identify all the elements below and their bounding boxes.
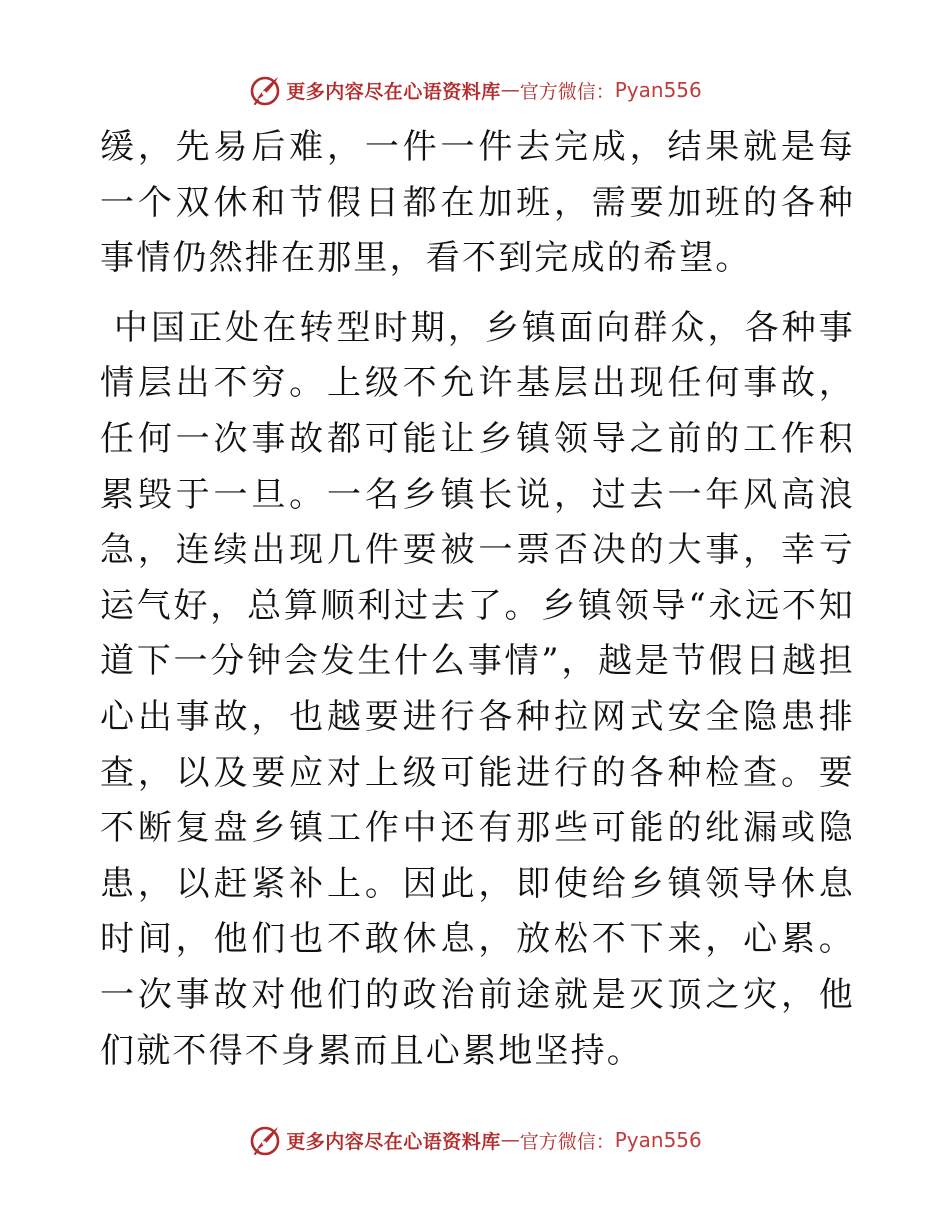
paragraph-1: 缓，先易后难，一件一件去完成，结果就是每一个双休和节假日都在加班，需要加班的各种事情仍然排在那里，看不到完成的希望。 [100, 127, 855, 279]
paragraph-2: 中国正处在转型时期，乡镇面向群众，各种事情层出不穷。上级不允许基层出现任何事故，任何一次事故都可能让乡镇领导之前的工作积累毁于一旦。一名乡镇长说，过去一年风高浪急，连续出现几件要被一票否决的大事，幸亏运气好，总算顺利过去了。乡镇领导“永远不知道下一分钟会发生什么事情”，越是节假日越担心出事故，也越要进行各种拉网式安全隐患排查，以及要应对上级可能进行的各种检查。要不断复盘乡镇工作中还有那些可能的纰漏或隐患，以赶紧补上。因此，即使给乡镇领导休息时间，他们也不敢休息，放松不下来，心累。一次事故对他们的政治前途就是灭顶之灾，他们就不得不身累而且心累地坚持。 [100, 307, 856, 1071]
footer-banner [0, 1122, 950, 1158]
banner-dash: — [500, 79, 520, 101]
banner-dash: — [500, 1129, 520, 1151]
document-body [100, 120, 855, 1079]
site-name: 更多内容尽在心语资料库 [286, 1130, 501, 1153]
wechat-label: 官方微信： [519, 1130, 615, 1153]
quill-logo-icon [248, 1123, 282, 1157]
site-name: 更多内容尽在心语资料库 [286, 80, 501, 103]
quill-logo-icon [248, 73, 282, 107]
wechat-id: Pyan556 [614, 1128, 702, 1152]
wechat-label: 官方微信： [519, 80, 615, 103]
header-banner [0, 72, 950, 108]
wechat-id: Pyan556 [614, 78, 702, 102]
